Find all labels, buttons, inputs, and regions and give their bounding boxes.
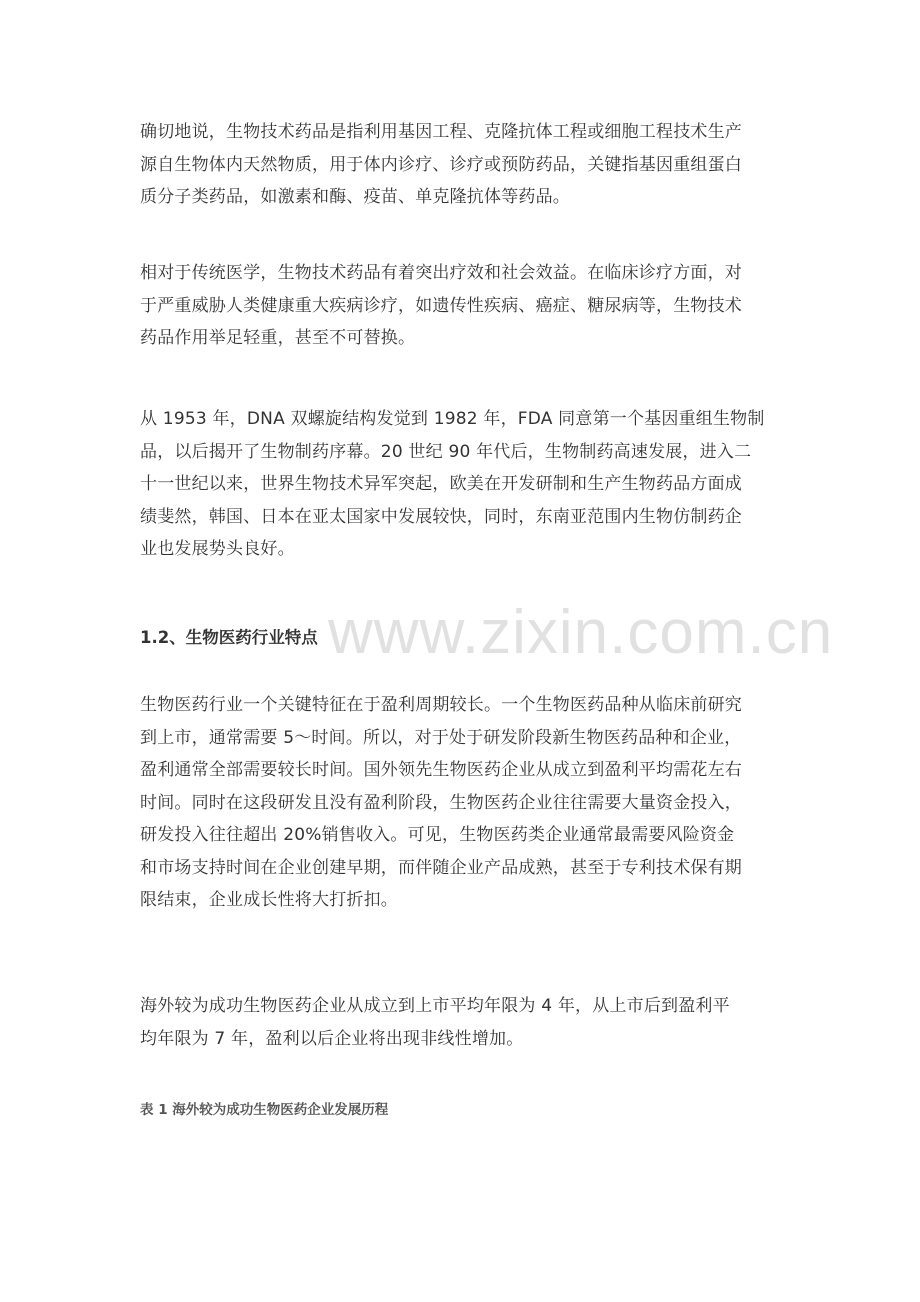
text-line: 盈利通常全部需要较长时间。国外领先生物医药企业从成立到盈利平均需花左右 xyxy=(140,760,742,780)
table-caption: 表 1 海外较为成功生物医药企业发展历程 xyxy=(140,1102,389,1118)
watermark: www.zixin.com.cn xyxy=(328,598,834,667)
text-line: 到上市，通常需要 5～时间。所以，对于处于研发阶段新生物医药品种和企业， xyxy=(140,727,742,748)
paragraph-industry-characteristics xyxy=(140,689,800,917)
text-line: 绩斐然，韩国、日本在亚太国家中发展较快，同时，东南亚范围内生物仿制药企 xyxy=(140,506,742,527)
text-line: 时间。同时在这段研发且没有盈利阶段，生物医药企业往往需要大量资金投入， xyxy=(140,792,742,813)
text-line: 十一世纪以来，世界生物技术异军突起，欧美在开发研制和生产生物药品方面成 xyxy=(140,474,742,494)
text-line: 和市场支持时间在企业创建早期，而伴随企业产品成熟，甚至于专利技术保有期 xyxy=(140,857,742,878)
text-line: 研发投入往往超出 20%销售收入。可见，生物医药类企业通常最需要风险资金 xyxy=(140,825,735,845)
text-line: 源自生物体内天然物质，用于体内诊疗、诊疗或预防药品，关键指基因重组蛋白 xyxy=(140,154,742,175)
section-heading: 1.2、生物医药行业特点 xyxy=(140,628,318,647)
text-line: 从 1953 年，DNA 双螺旋结构发觉到 1982 年，FDA 同意第一个基因重组生物制 xyxy=(140,409,765,429)
text-line: 品，以后揭开了生物制药序幕。20 世纪 90 年代后，生物制药高速发展，进入二 xyxy=(140,441,752,462)
text-line: 相对于传统医学，生物技术药品有着突出疗效和社会效益。在临床诊疗方面，对 xyxy=(140,263,742,283)
paragraph-biotech-history xyxy=(140,403,800,566)
paragraph-biotech-benefits xyxy=(140,257,800,355)
text-line: 于严重威胁人类健康重大疾病诊疗，如遗传性疾病、癌症、糖尿病等，生物技术 xyxy=(140,295,742,316)
text-line: 生物医药行业一个关键特征在于盈利周期较长。一个生物医药品种从临床前研究 xyxy=(140,695,742,715)
text-line: 海外较为成功生物医药企业从成立到上市平均年限为 4 年，从上市后到盈利平 xyxy=(140,996,730,1016)
text-line: 业也发展势头良好。 xyxy=(140,539,295,559)
paragraph-overseas-companies xyxy=(140,990,800,1055)
text-line: 确切地说，生物技术药品是指利用基因工程、克隆抗体工程或细胞工程技术生产 xyxy=(140,122,742,142)
text-line: 均年限为 7 年，盈利以后企业将出现非线性增加。 xyxy=(140,1028,524,1049)
paragraph-biotech-definition xyxy=(140,116,800,214)
text-line: 限结束，企业成长性将大打折扣。 xyxy=(140,890,398,910)
text-line: 质分子类药品，如激素和酶、疫苗、单克隆抗体等药品。 xyxy=(140,187,570,207)
text-line: 药品作用举足轻重，甚至不可替换。 xyxy=(140,328,416,348)
